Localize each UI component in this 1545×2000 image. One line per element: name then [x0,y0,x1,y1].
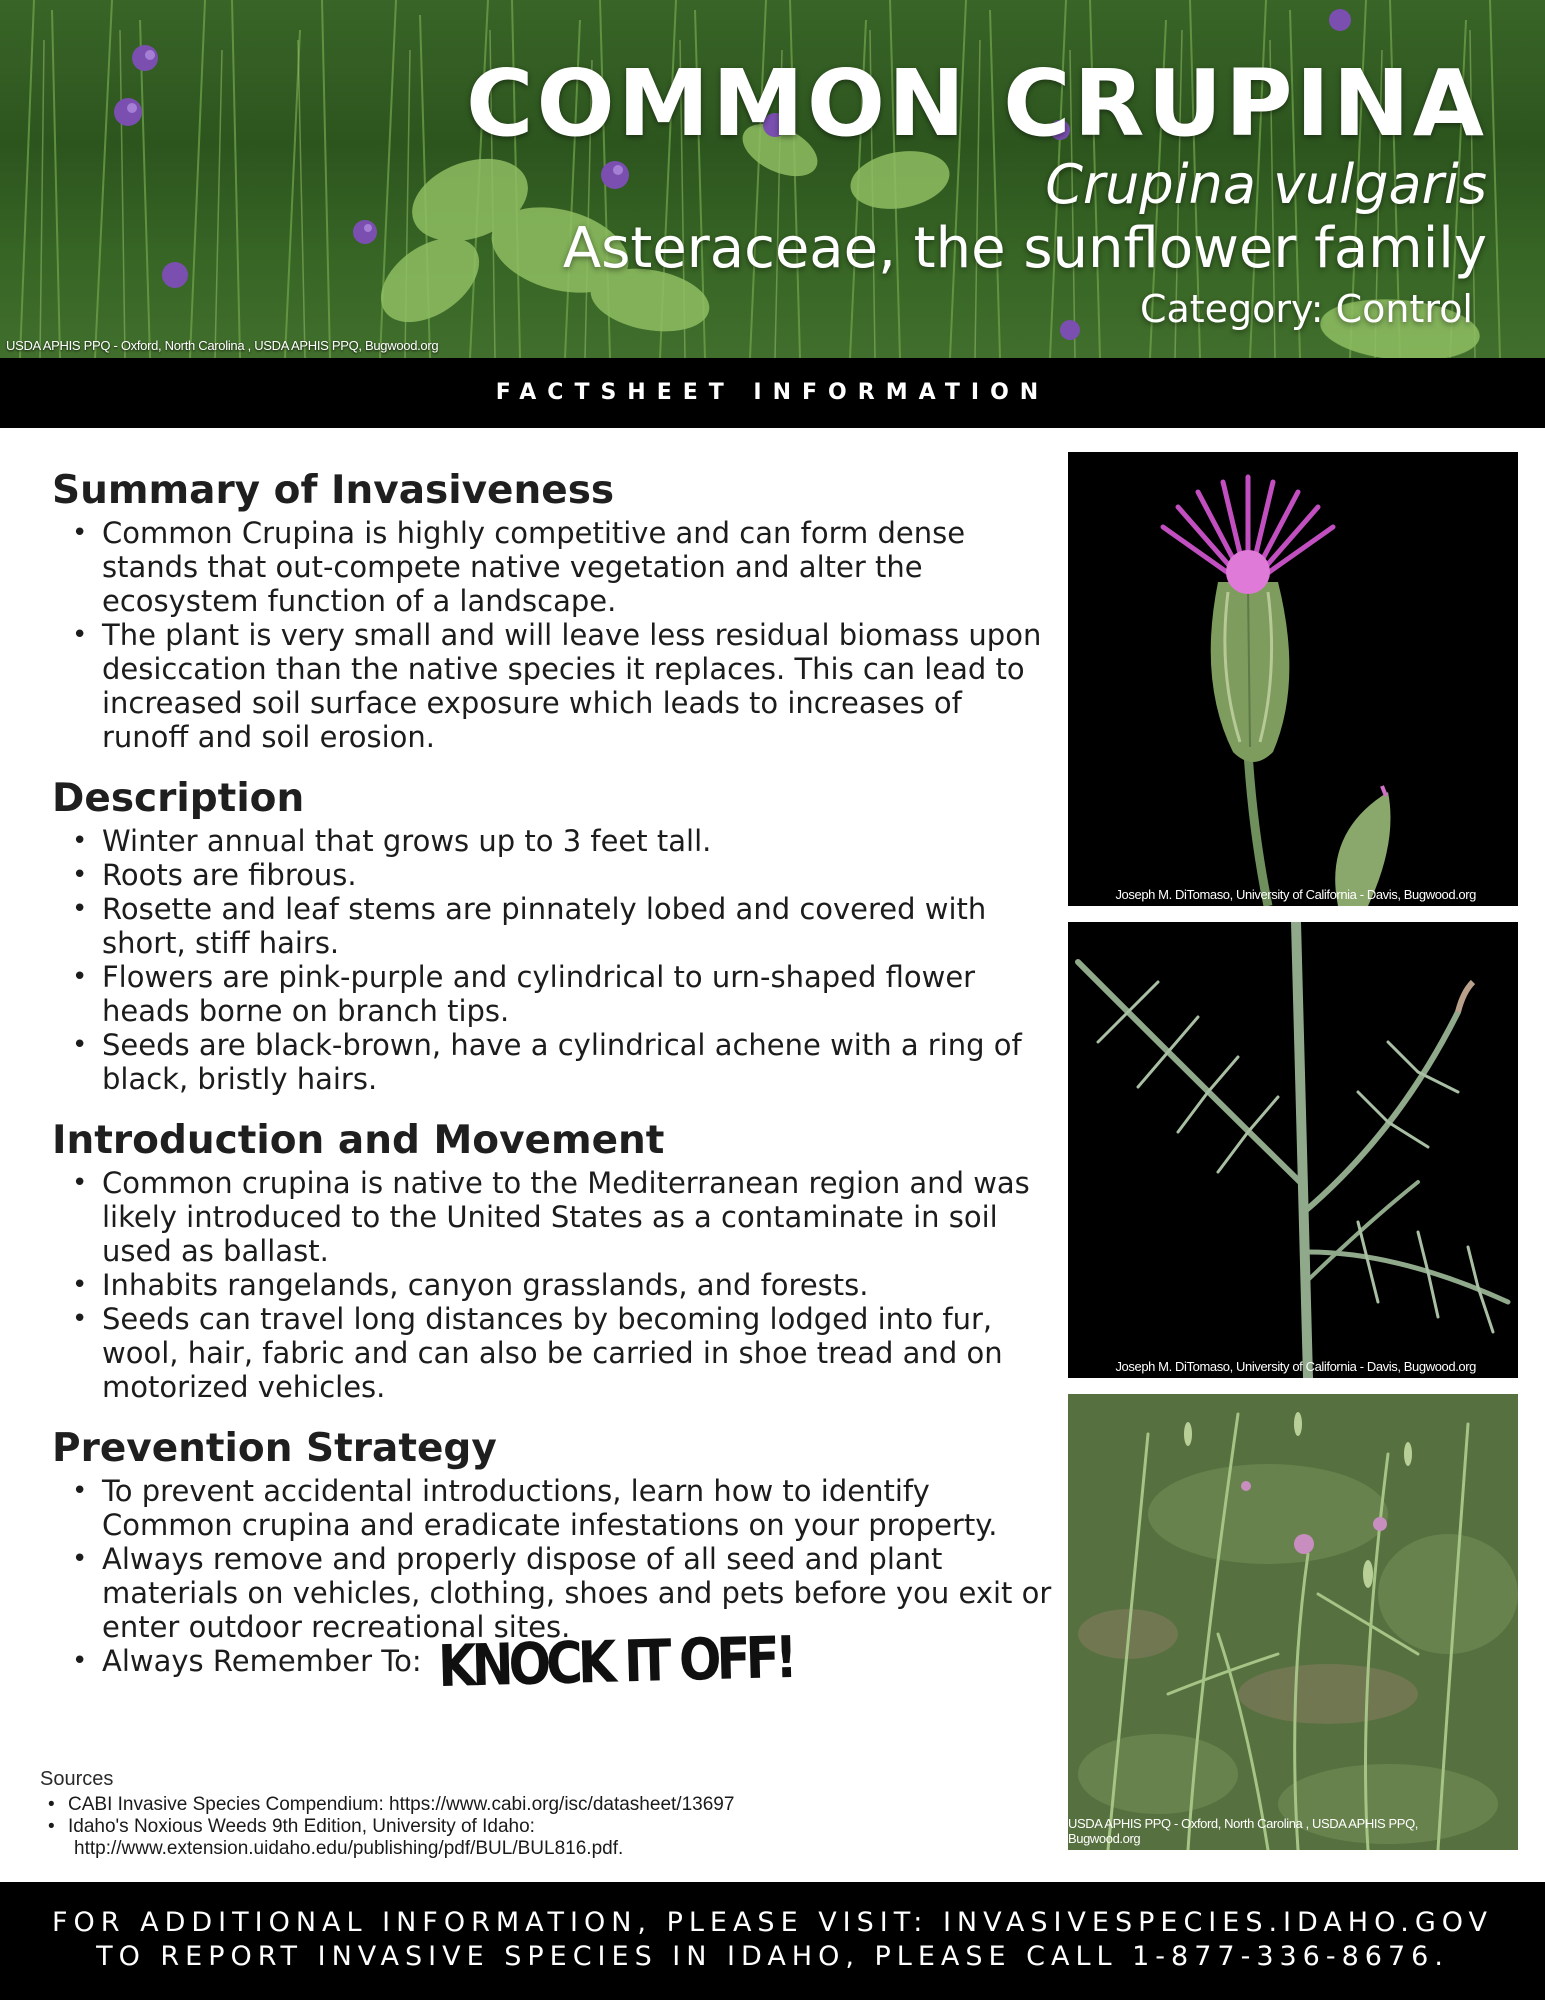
leaves-illustration [1068,922,1518,1378]
category-label: Category: Control [1139,287,1473,331]
factsheet-bar: FACTSHEET INFORMATION [0,358,1545,428]
photo-credit: Joseph M. DiTomaso, University of California - Davis, Bugwood.org [1115,1359,1476,1374]
bullet-list [52,824,1052,1096]
list-item: • Common Crupina is highly competitive and can form dense stands that out-compete native vegetation and alter the ecosystem function of a landscape. [102,516,1052,618]
list-item: • Seeds are black-brown, have a cylindrical achene with a ring of black, bristly hairs. [102,1028,1052,1096]
bullet-list [52,1166,1052,1404]
footer-info-line: FOR ADDITIONAL INFORMATION, PLEASE VISIT: INVASIVESPECIES.IDAHO.GOV [52,1907,1493,1938]
photo-flower-head [1068,452,1518,906]
list-item: • Roots are fibrous. [102,858,1052,892]
footer-bar [0,1882,1545,2000]
title-block [466,50,1487,336]
page-title: COMMON CRUPINA [466,50,1487,157]
header-banner [0,0,1545,358]
list-item: • Rosette and leaf stems are pinnately lobed and covered with short, stiff hairs. [102,892,1052,960]
field-illustration [1068,1394,1518,1850]
remember-text: Always Remember To: [102,1644,422,1678]
footer-report-line: TO REPORT INVASIVE SPECIES IN IDAHO, PLEASE CALL 1-877-336-8676. [96,1941,1449,1972]
photo-field [1068,1394,1518,1850]
section-introduction [52,1118,1052,1404]
section-summary [52,468,1052,754]
list-item: • To prevent accidental introductions, learn how to identify Common crupina and eradicate infestations on your property. [102,1474,1052,1542]
section-heading: Prevention Strategy [52,1426,497,1471]
main-content [52,468,1052,1701]
list-item: • Flowers are pink-purple and cylindrical to urn-shaped flower heads borne on branch tips. [102,960,1052,1028]
photo-credit: Joseph M. DiTomaso, University of California - Davis, Bugwood.org [1115,887,1476,902]
source-item: • Idaho's Noxious Weeds 9th Edition, University of Idaho: http://www.extension.uidaho.edu/publishing/pdf/BUL/BUL816.pdf. [68,1816,1040,1860]
list-item: • Inhabits rangelands, canyon grasslands, and forests. [102,1268,1052,1302]
scientific-name: Crupina vulgaris [1045,153,1487,216]
list-item: • Common crupina is native to the Mediterranean region and was likely introduced to the United States as a contaminate in soil used as ballast. [102,1166,1052,1268]
list-item [102,1624,1052,1700]
banner-photo-credit: USDA APHIS PPQ - Oxford, North Carolina , USDA APHIS PPQ, Bugwood.org [6,338,439,353]
section-heading: Description [52,776,305,821]
list-item: • Always remove and properly dispose of all seed and plant materials on vehicles, clothing, shoes and pets before you exit or enter outdoor recreational sites. [102,1542,1052,1644]
section-heading: Summary of Invasiveness [52,468,615,513]
knock-it-off-slogan: KNOCK IT OFF! [436,1624,794,1700]
sources-list [40,1794,1040,1860]
photo-credit: USDA APHIS PPQ - Oxford, North Carolina , USDA APHIS PPQ, Bugwood.org [1068,1816,1418,1846]
list-item: • The plant is very small and will leave less residual biomass upon desiccation than the native species it replaces. This can lead to increased soil surface exposure which leads to increases of runoff and soil erosion. [102,618,1052,754]
bullet-list [52,516,1052,754]
flower-head-illustration [1068,452,1518,906]
photo-leaves [1068,922,1518,1378]
section-prevention [52,1426,1052,1700]
sources [40,1766,1040,1860]
section-heading: Introduction and Movement [52,1118,665,1163]
list-item: • Winter annual that grows up to 3 feet tall. [102,824,1052,858]
list-item: • Seeds can travel long distances by becoming lodged into fur, wool, hair, fabric and can also be carried in shoe tread and on motorized vehicles. [102,1302,1052,1404]
section-description [52,776,1052,1096]
plant-family: Asteraceae, the sunflower family [562,216,1487,281]
source-url: http://www.extension.uidaho.edu/publishing/pdf/BUL/BUL816.pdf. [74,1838,624,1859]
bullet-list [52,1474,1052,1700]
sources-label: Sources [40,1768,114,1790]
source-item: • CABI Invasive Species Compendium: https://www.cabi.org/isc/datasheet/13697 [68,1794,1040,1816]
